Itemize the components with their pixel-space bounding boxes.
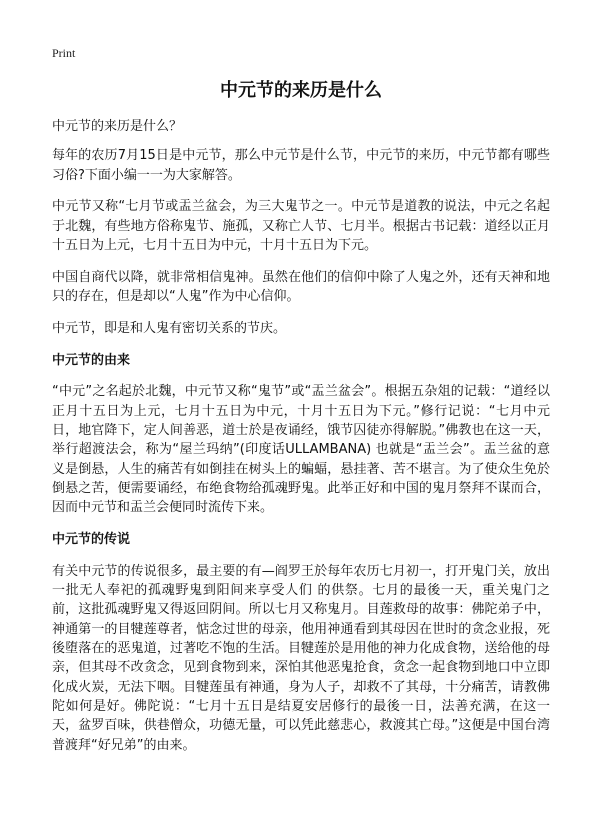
page-title: 中元节的来历是什么 (220, 80, 382, 101)
section-heading-legend: 中元节的传说 (52, 532, 131, 548)
question-paragraph: 中元节的来历是什么？ (52, 119, 183, 134)
intro-paragraph: 每年的农历7月15日是中元节，那么中元节是什么节，中元节的来历，中元节都有哪些习俗?下面小编一一为大家解答。 (52, 148, 550, 183)
print-link[interactable]: Print (52, 46, 76, 60)
paragraph-belief: 中国自商代以降，就非常相信鬼神。虽然在他们的信仰中除了人鬼之外，还有天神和地只的存在，但是却以“人鬼”作为中心信仰。 (52, 269, 550, 305)
paragraph-origin-names: 中元节又称“七月节或盂兰盆会，为三大鬼节之一。中元节是道教的说法，中元之名起于北魏，有些地方俗称鬼节、施孤，又称亡人节、七月半。根据古书记载：道经以正月十五日为上元，七月十五日为中元，十月十五日为下元。 (52, 199, 550, 253)
section-body-legend: 有关中元节的传说很多，最主要的有—阎罗王於每年农历七月初一，打开鬼门关，放出一批无人奉祀的孤魂野鬼到阳间来享受人们 的供祭。七月的最後一天，重关鬼门之前，这批孤魂野鬼又得返回阴间。所以七月又称鬼月。目莲救母的故事：佛陀弟子中，神通第一的目犍莲尊者，惦念过世的母亲，他用神通看到其母因在世时的贪念业报，死後堕落在的恶鬼道，过著吃不饱的生活。目犍莲於是用他的神力化成食物，送给他的母亲，但其母不改贪念，见到食物到来，深怕其他恶鬼抢食，贪念一起食物到地口中立即化成火炭，无法下咽。目犍莲虽有神通，身为人子，却救不了其母，十分痛苦，请教佛陀如何是好。佛陀说：“七月十五日是结夏安居修行的最後一日，法善充满，在这一天，盆罗百味，供巷僧众，功德无量，可以凭此慈悲心，救渡其亡母。”这便是中国台湾普渡拜“好兄弟”的由来。 (52, 563, 550, 753)
paragraph-festival: 中元节，即是和人鬼有密切关系的节庆。 (52, 320, 287, 336)
section-body-origin: “中元”之名起於北魏，中元节又称“鬼节”或“盂兰盆会”。根据五杂俎的记载：“道经以正月十五日为上元，七月十五日为中元，十月十五日为下元。”修行记说：“七月中元日，地官降下，定人间善恶，道士於是夜诵经，饿节囚徒亦得解脱。”佛教也在这一天，举行超渡法会，称为“屋兰玛纳”(印度话ULLAMBANA) 也就是“盂兰会”。盂兰盆的意义是倒悬，人生的痛苦有如倒挂在树头上的蝙蝠，悬挂著、苦不堪言。为了使众生免於倒悬之苦，便需要诵经，布绝食物给孤魂野鬼。此举正好和中国的鬼月祭拜不谋而合，因而中元节和盂兰会便同时流传下来。 (52, 384, 550, 516)
article-body (52, 117, 550, 767)
section-heading-origin: 中元节的由来 (52, 352, 131, 368)
